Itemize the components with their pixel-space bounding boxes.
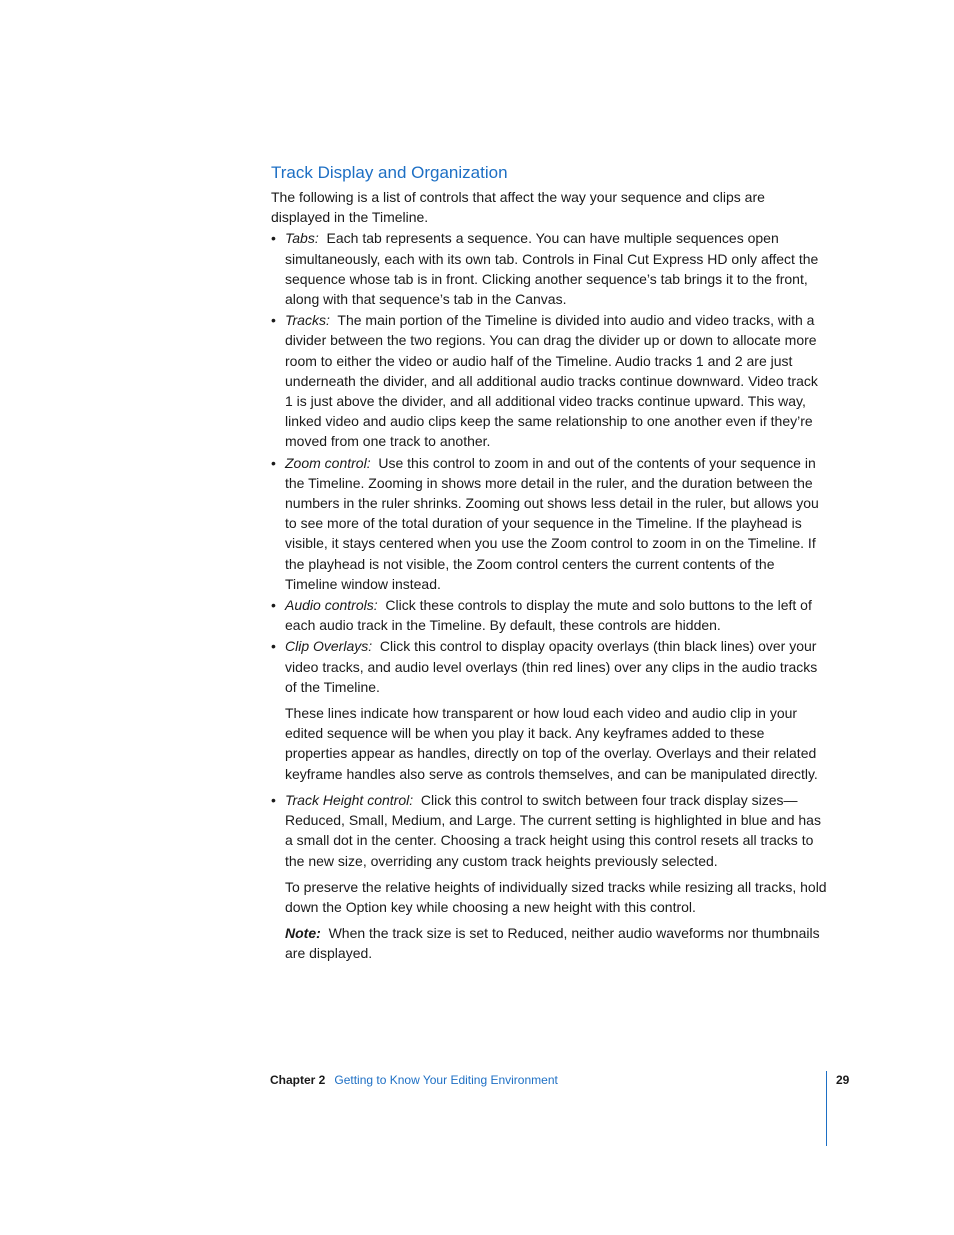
footer-divider	[826, 1071, 827, 1146]
bullet-icon: •	[271, 312, 276, 329]
track-height-paragraph: To preserve the relative heights of individually sized tracks while resizing all tracks, hold down the Option key while choosing a new height with this control.	[285, 878, 827, 915]
chapter-label: Chapter 2	[270, 1073, 326, 1087]
controls-list-continued	[271, 790, 827, 871]
controls-list	[271, 228, 827, 697]
list-item-tabs	[271, 228, 827, 309]
bullet-icon: •	[271, 230, 276, 247]
item-text: Use this control to zoom in and out of the contents of your sequence in the Timeline. Zooming in shows more detail in the ruler, and the duration between the numbers in the ruler shrinks. Zooming out shows less detail in the ruler, but allows you to see more of the total duration of your sequence in the Timeline. If the playhead is visible, it stays centered when you use the Zoom control to zoom in on the Timeline. If the playhead is not visible, the Zoom control centers the current contents of the Timeline window instead.	[285, 454, 819, 592]
list-item-audio-controls	[271, 595, 827, 635]
item-term: Tabs:	[285, 230, 319, 247]
section-heading: Track Display and Organization	[271, 163, 508, 182]
bullet-icon: •	[271, 454, 276, 471]
page-number: 29	[836, 1073, 850, 1087]
bullet-icon: •	[271, 638, 276, 655]
item-text: Click this control to display opacity overlays (thin black lines) over your video tracks, and audio level overlays (thin red lines) over any clips in the audio tracks of the Timeline.	[285, 638, 818, 695]
item-text: Each tab represents a sequence. You can have multiple sequences open simultaneously, each with its own tab. Controls in Final Cut Express HD only affect the sequence whose tab is in front. Clicking another sequence’s tab brings it to the front, along with that sequence’s tab in the Canvas.	[285, 230, 819, 308]
list-item-track-height-control	[271, 790, 827, 871]
page-content	[271, 162, 827, 970]
item-term: Clip Overlays:	[285, 638, 373, 655]
note-text: When the track size is set to Reduced, neither audio waveforms nor thumbnails are displayed.	[285, 925, 820, 962]
list-item-tracks	[271, 310, 827, 451]
chapter-title: Getting to Know Your Editing Environment	[334, 1073, 558, 1087]
note-label: Note:	[285, 925, 321, 942]
item-term: Tracks:	[285, 312, 330, 329]
clip-overlays-paragraph: These lines indicate how transparent or how loud each video and audio clip in your edited sequence will be when you play it back. Any keyframes added to these properties appear as handles, directly on top of the overlay. Overlays and their related keyframe handles also serve as controls themselves, and can be manipulated directly.	[285, 705, 818, 782]
item-text: Click this control to switch between four track display sizes—Reduced, Small, Medium, and Large. The current setting is highlighted in blue and has a small dot in the center. Choosing a track height using this control resets all tracks to the new size, overriding any custom track heights previously selected.	[285, 791, 821, 869]
bullet-icon: •	[271, 791, 276, 808]
item-text: Click these controls to display the mute and solo buttons to the left of each audio track in the Timeline. By default, these controls are hidden.	[285, 597, 812, 634]
list-item-zoom-control	[271, 453, 827, 594]
item-term: Track Height control:	[285, 791, 414, 808]
item-text: The main portion of the Timeline is divided into audio and video tracks, with a divider between the two regions. You can drag the divider up or down to allocate more room to either the video or audio half of the Timeline. Audio tracks 1 and 2 are just underneath the divider, and all additional audio tracks continue downward. Video track 1 is just above the divider, and all additional video tracks continue upward. This way, linked video and audio clips keep the same relationship to one another even if they’re moved from one track to another.	[285, 312, 818, 450]
note-paragraph	[285, 923, 827, 963]
item-term: Audio controls:	[285, 597, 378, 614]
item-term: Zoom control:	[285, 454, 371, 471]
intro-paragraph: The following is a list of controls that affect the way your sequence and clips are displayed in the Timeline.	[271, 189, 765, 226]
page-footer	[270, 1072, 830, 1088]
list-item-clip-overlays	[271, 636, 827, 697]
bullet-icon: •	[271, 597, 276, 614]
